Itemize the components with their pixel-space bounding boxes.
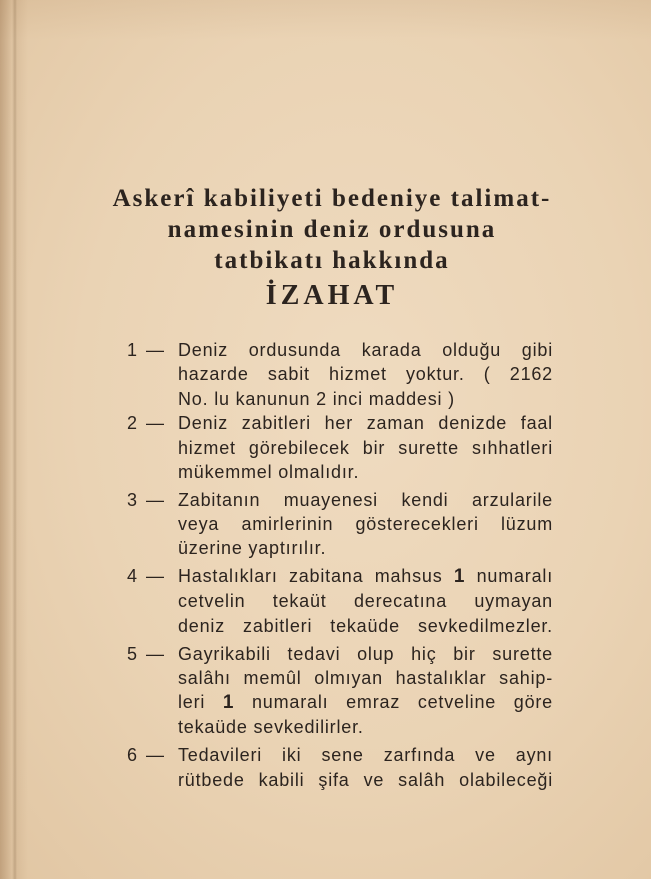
item-line: hizmet görebilecek bir surette sıhhatleri <box>178 437 553 458</box>
list-item <box>0 642 651 740</box>
item-line: salâhı memûl olmıyan hastalıklar sahip- <box>178 667 553 688</box>
line-text: numaralı <box>476 566 554 587</box>
line-text: Hastalıkları zabitana mahsus <box>178 566 443 587</box>
line-text: leri <box>178 692 206 713</box>
item-number: 6 <box>126 745 137 766</box>
item-line: hazarde sabit hizmet yoktur. ( 2162 <box>178 364 553 385</box>
list-item <box>0 411 651 484</box>
item-number: 3 <box>126 489 137 510</box>
item-line: cetvelin tekaüt derecatına uymayan <box>178 591 553 612</box>
item-line: Gayrikabili tedavi olup hiç bir surette <box>178 643 553 664</box>
item-line: Tedavileri iki sene zarfında ve aynı <box>178 745 553 766</box>
item-number: 2 <box>126 413 137 434</box>
item-number: 4 <box>126 566 137 587</box>
line-text: numaralı emraz cetveline göre <box>251 692 553 713</box>
item-dash: — <box>146 643 164 664</box>
item-line: Deniz zabitleri her zaman denizde faal <box>178 413 553 434</box>
table-number-bold: 1 <box>222 692 235 714</box>
item-text <box>178 743 553 792</box>
item-text <box>178 642 553 740</box>
item-number: 1 <box>126 340 137 360</box>
title-line: Askerî kabiliyeti bedeniye talimat- <box>112 185 552 212</box>
item-line: tekaüde sevkedilirler. <box>178 717 364 738</box>
item-text <box>178 411 553 484</box>
numbered-list <box>0 338 651 792</box>
item-dash: — <box>146 489 164 510</box>
item-line <box>178 690 553 715</box>
item-line: deniz zabitleri tekaüde sevkedilmezler. <box>178 615 553 636</box>
document-title <box>30 183 634 276</box>
item-line <box>178 564 553 589</box>
item-text <box>178 488 553 561</box>
item-dash: — <box>146 340 164 360</box>
item-line: Zabitanın muayenesi kendi arzularile <box>178 489 553 510</box>
item-dash: — <box>146 566 164 587</box>
table-number-bold: 1 <box>453 566 466 588</box>
item-dash: — <box>146 745 164 766</box>
item-line: üzerine yaptırılır. <box>178 538 327 559</box>
item-line: mükemmel olmalıdır. <box>178 461 360 482</box>
item-text <box>178 338 553 411</box>
item-line: Deniz ordusunda karada olduğu gibi <box>178 340 553 360</box>
list-item <box>0 743 651 792</box>
item-dash: — <box>146 413 164 434</box>
item-number: 5 <box>126 643 137 664</box>
list-item <box>0 338 651 411</box>
item-text <box>178 564 553 638</box>
list-item <box>0 564 651 638</box>
title-line: tatbikatı hakkında <box>214 247 450 274</box>
list-item <box>0 488 651 561</box>
title-line: namesinin deniz ordusuna <box>167 216 497 243</box>
item-line: No. lu kanunun 2 inci maddesi ) <box>178 388 455 409</box>
item-line: veya amirlerinin gösterecekleri lüzum <box>178 514 553 535</box>
item-line: rütbede kabili şifa ve salâh olabileceği <box>178 769 553 790</box>
section-heading: İZAHAT <box>265 280 399 311</box>
